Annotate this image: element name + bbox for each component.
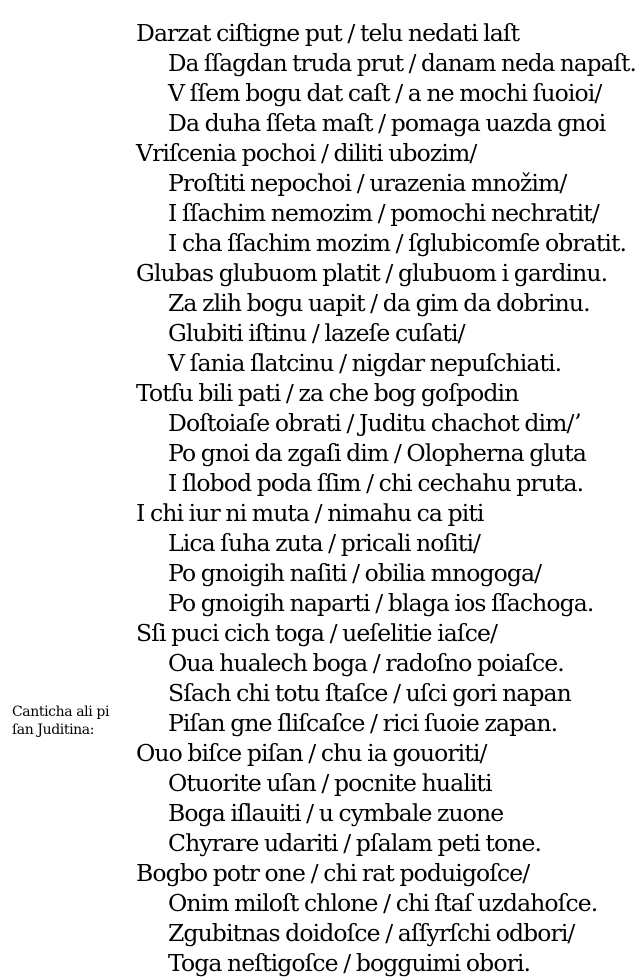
margin-note xyxy=(12,703,132,739)
verse-line: I ſlobod poda ſſim / chi cechahu pruta. xyxy=(168,469,584,497)
verse-line: Onim miloſt chlone / chi ſtaſ uzdahoſce. xyxy=(168,889,598,917)
verse-line: Boga iſlauiti / u cymbale zuone xyxy=(168,799,504,827)
verse-line: Vriſcenia pochoi / diliti ubozim/ xyxy=(136,139,477,167)
verse-line: Chyrare udariti / pſalam peti tone. xyxy=(168,829,542,857)
verse-line: Oua hualech boga / radoſno poiaſce. xyxy=(168,649,564,677)
verse-line: Lica ſuha zuta / pricali noſiti/ xyxy=(168,529,481,557)
verse-line: Ouo biſce piſan / chu ia gouoriti/ xyxy=(136,739,487,767)
verse-line: Bogbo potr one / chi rat poduigoſce/ xyxy=(136,859,530,887)
verse-line: Sſach chi totu ſtaſce / uſci gori napan xyxy=(168,679,571,707)
margin-note-line: Canticha ali pi xyxy=(12,704,110,720)
verse-line: Zgubitnas doidoſce / aſſyrſchi odbori/ xyxy=(168,919,575,947)
verse-line: Darzat ciſtigne put / telu nedati laſt xyxy=(136,19,520,47)
verse-line: Po gnoi da zgaſi dim / Olopherna gluta xyxy=(168,439,586,467)
verse-line: Za zlih bogu uapit / da gim da dobrinu. xyxy=(168,289,590,317)
verse-line: Glubas glubuom platit / glubuom i gardinu. xyxy=(136,259,608,287)
verse-line: I ſſachim nemozim / pomochi nechratit/ xyxy=(168,199,599,227)
verse-line: V ſania ſlatcinu / nigdar nepuſchiati. xyxy=(168,349,562,377)
verse-line: Po gnoigih naſiti / obilia mnogoga/ xyxy=(168,559,542,587)
verse-line: I cha ſſachim mozim / ſglubicomſe obratit. xyxy=(168,229,627,257)
verse-line: V ſſem bogu dat caſt / a ne mochi ſuoioi/ xyxy=(168,79,602,107)
verse-line: I chi iur ni muta / nimahu ca piti xyxy=(136,499,484,527)
verse-line: Proſtiti nepochoi / urazenia množim/ xyxy=(168,169,567,197)
verse-line: Otuorite uſan / pocnite hualiti xyxy=(168,769,492,797)
verse-line: Sſi puci cich toga / ueſelitie iaſce/ xyxy=(136,619,497,647)
verse-line: Piſan gne ſliſcaſce / rici ſuoie zapan. xyxy=(168,709,558,737)
verse-line: Totſu bili pati / za che bog goſpodin xyxy=(136,379,519,407)
verse-line: Toga neſtigoſce / bogguimi obori. xyxy=(168,949,531,977)
verse-line: Da duha ſſeta maſt / pomaga uazda gnoi xyxy=(168,109,606,137)
verse-line: Po gnoigih naparti / blaga ios ſſachoga. xyxy=(168,589,594,617)
margin-note-line: ſan Juditina: xyxy=(12,722,95,738)
verse-line: Glubiti iſtinu / lazeſe cuſati/ xyxy=(168,319,465,347)
verse-line: Da ſſagdan truda prut / danam neda napaſt. xyxy=(168,49,636,77)
verse-line: Doſtoiaſe obrati / Juditu chachot dim/ʼ xyxy=(168,409,581,437)
